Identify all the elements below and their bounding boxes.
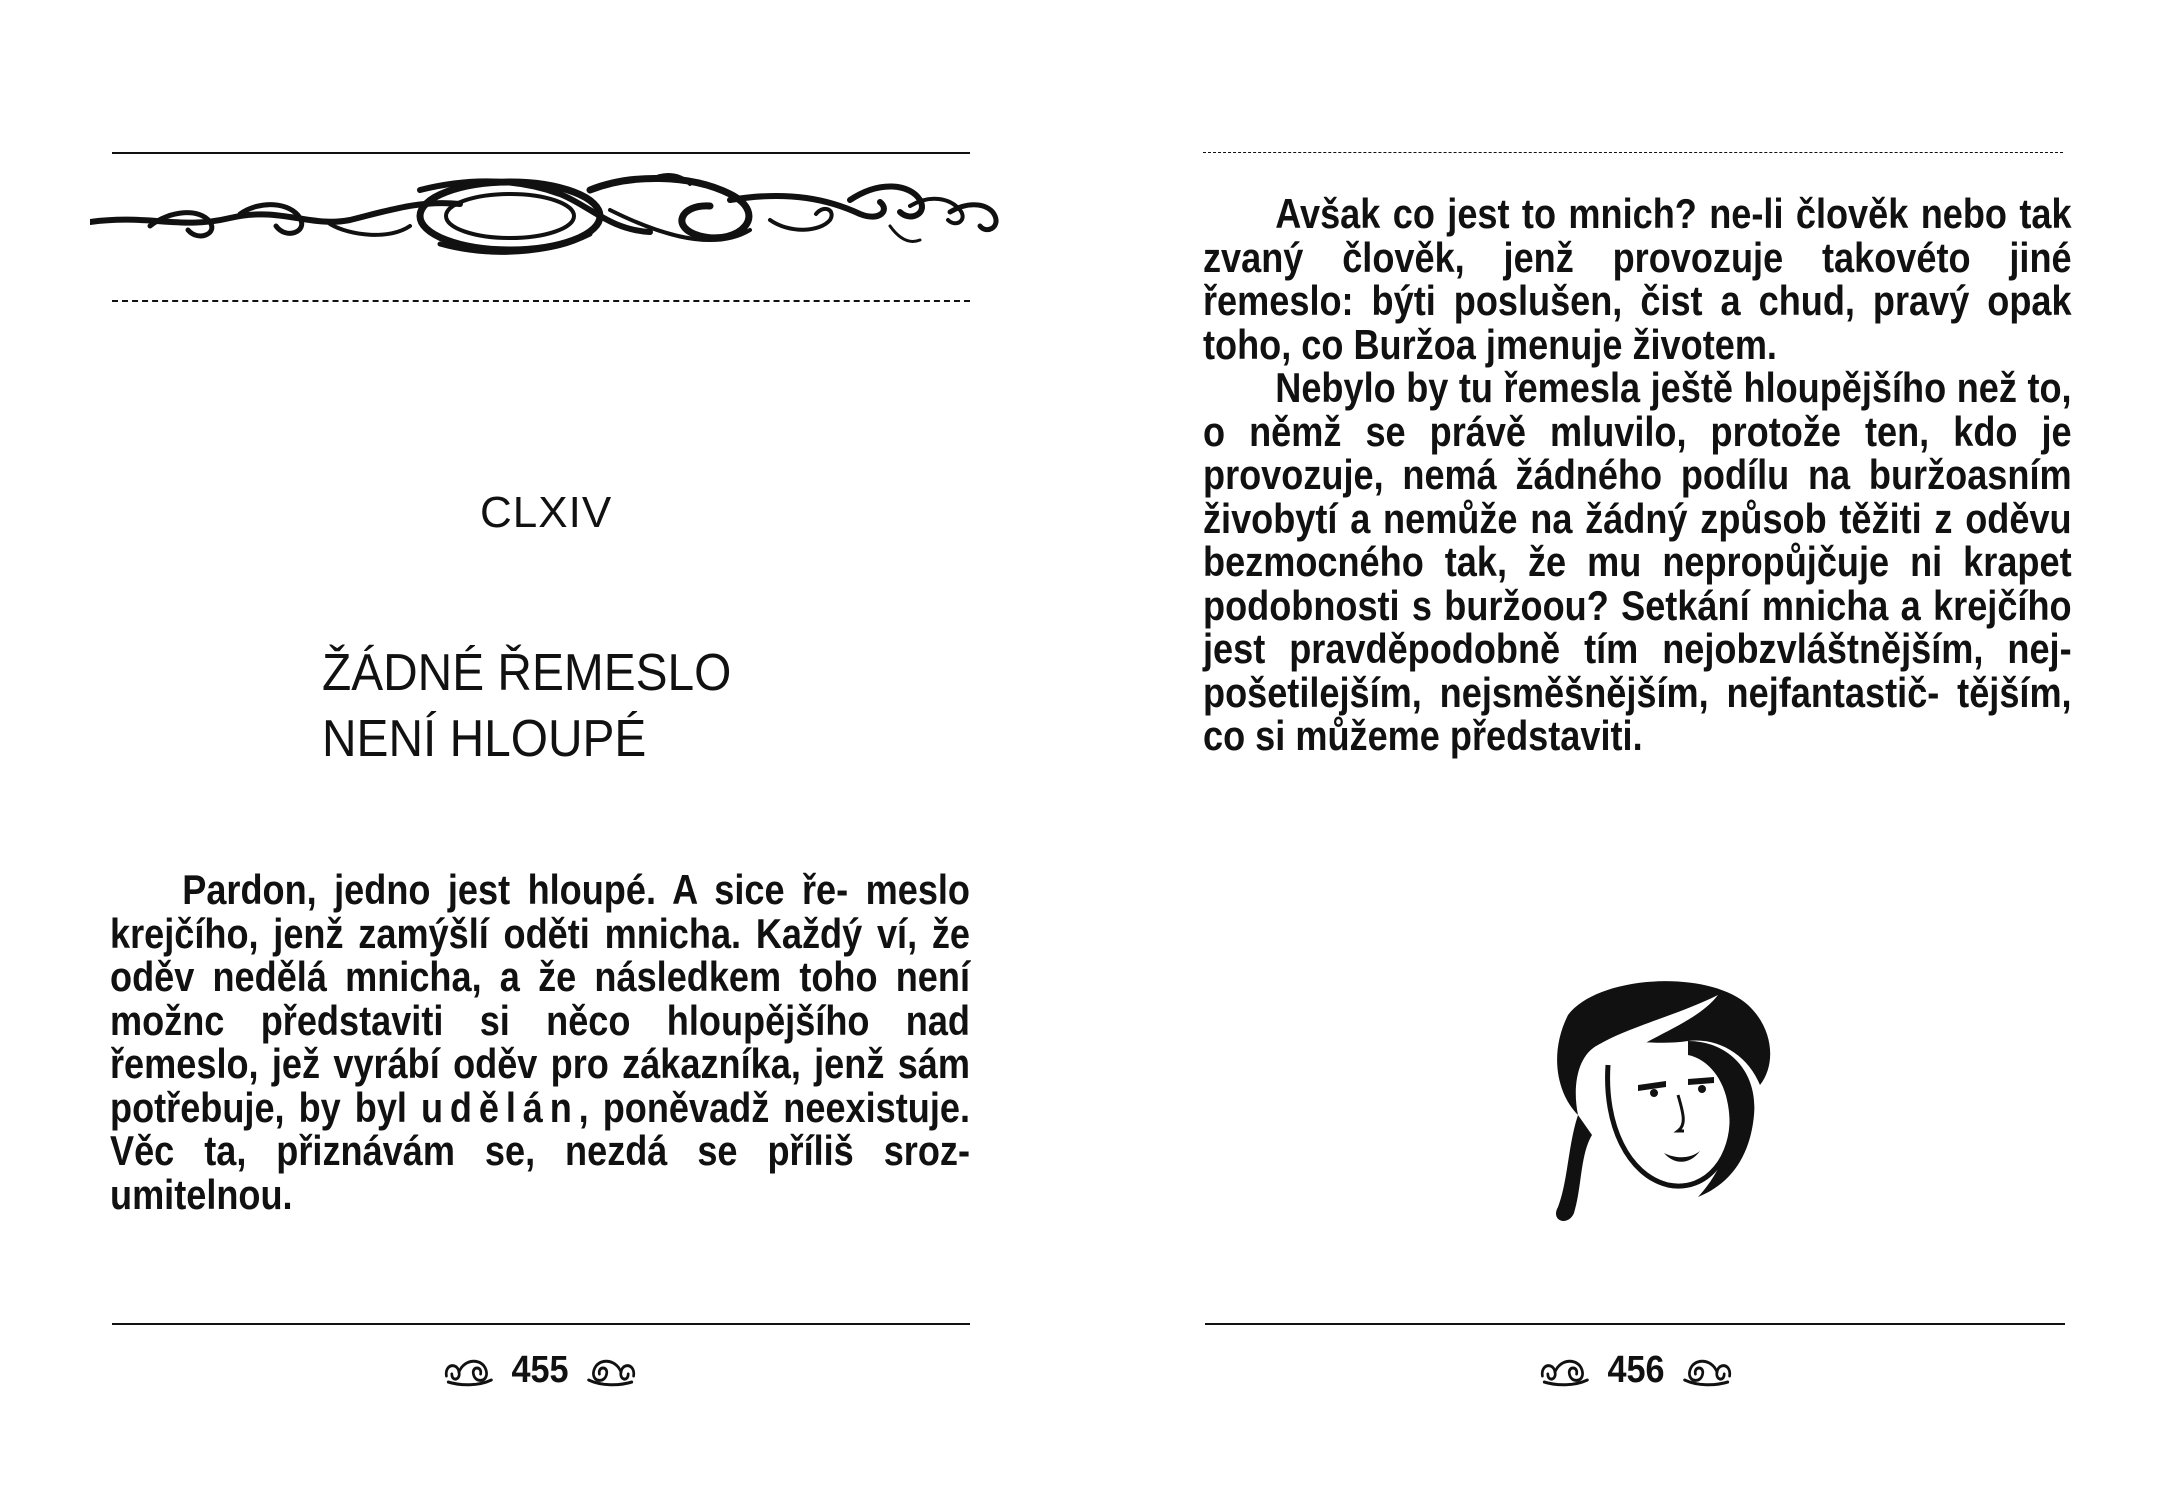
page-number-text: 456: [1607, 1349, 1665, 1392]
chapter-title-line-1: ŽÁDNÉ ŘEMESLO: [322, 644, 732, 702]
right-paragraph-2: Nebylo by tu řemesla ještě hloupějšího než to, o němž se právě mluvilo, protože ten, kdo je provozuje, nemá žádného podílu na buržoasním živobytí a nemůže na žádný způsob těžiti z oděvu bezmocného tak, že mu nepropůjčuje ni krapet podobnosti s buržoou? Setkání mnicha a krejčího jest pravděpodobně tím nejobzvláštnějším, nej- pošetilejším, nejsměšnějším, nejfantastič- tějším, co si můžeme představiti.: [1203, 364, 2072, 759]
paragraph-part: , poněvadž neexistuje. Věc ta, přiznávám se, nezdá se příliš sroz- umitelnou.: [110, 1083, 970, 1218]
footer-rule: [1205, 1323, 2065, 1325]
chapter-title-line-2: NENÍ HLOUPÉ: [322, 710, 647, 768]
page-number-flourish-icon: [587, 1354, 637, 1388]
left-body-text: [110, 868, 970, 1216]
right-page: [1083, 0, 2166, 1500]
header-rule: [1203, 152, 2063, 153]
page-number-text: 455: [511, 1349, 569, 1392]
page-number-flourish-icon: [443, 1354, 493, 1388]
chapter-number: CLXIV: [480, 488, 613, 537]
footer-rule: [112, 1323, 970, 1325]
paragraph-part: Pardon, jedno jest hloupé. A sice ře- meslo krejčího, jenž zamýšlí oděti mnicha. Každý ví, že oděv nedělá mnicha, a že následkem toho není možnc představiti si něco hloupějšího nad řemeslo, jež vyrábí oděv pro zákazníka, jenž sám potřebuje, by byl: [110, 866, 970, 1131]
page-number-455: [405, 1348, 675, 1392]
emphasis-spaced-word: udělán: [420, 1083, 579, 1131]
header-rule-bottom: [112, 300, 970, 302]
right-body-text: [1203, 192, 2072, 758]
art-nouveau-vine-ornament-icon: [90, 170, 1010, 280]
page-number-flourish-icon: [1539, 1354, 1589, 1388]
page-number-flourish-icon: [1683, 1354, 1733, 1388]
chapter-title: [322, 640, 837, 772]
left-paragraph: [110, 868, 970, 1216]
right-paragraph-1: Avšak co jest to mnich? ne-li člověk nebo tak zvaný člověk, jenž provozuje takovéto jiné řemeslo: býti poslušen, čist a chud, pravý opak toho, co Buržoa jmenuje životem.: [1203, 190, 2072, 368]
page-number-456: [1501, 1348, 1771, 1392]
header-rule-top: [112, 152, 970, 154]
woman-portrait-vignette-icon: [1538, 975, 1778, 1225]
